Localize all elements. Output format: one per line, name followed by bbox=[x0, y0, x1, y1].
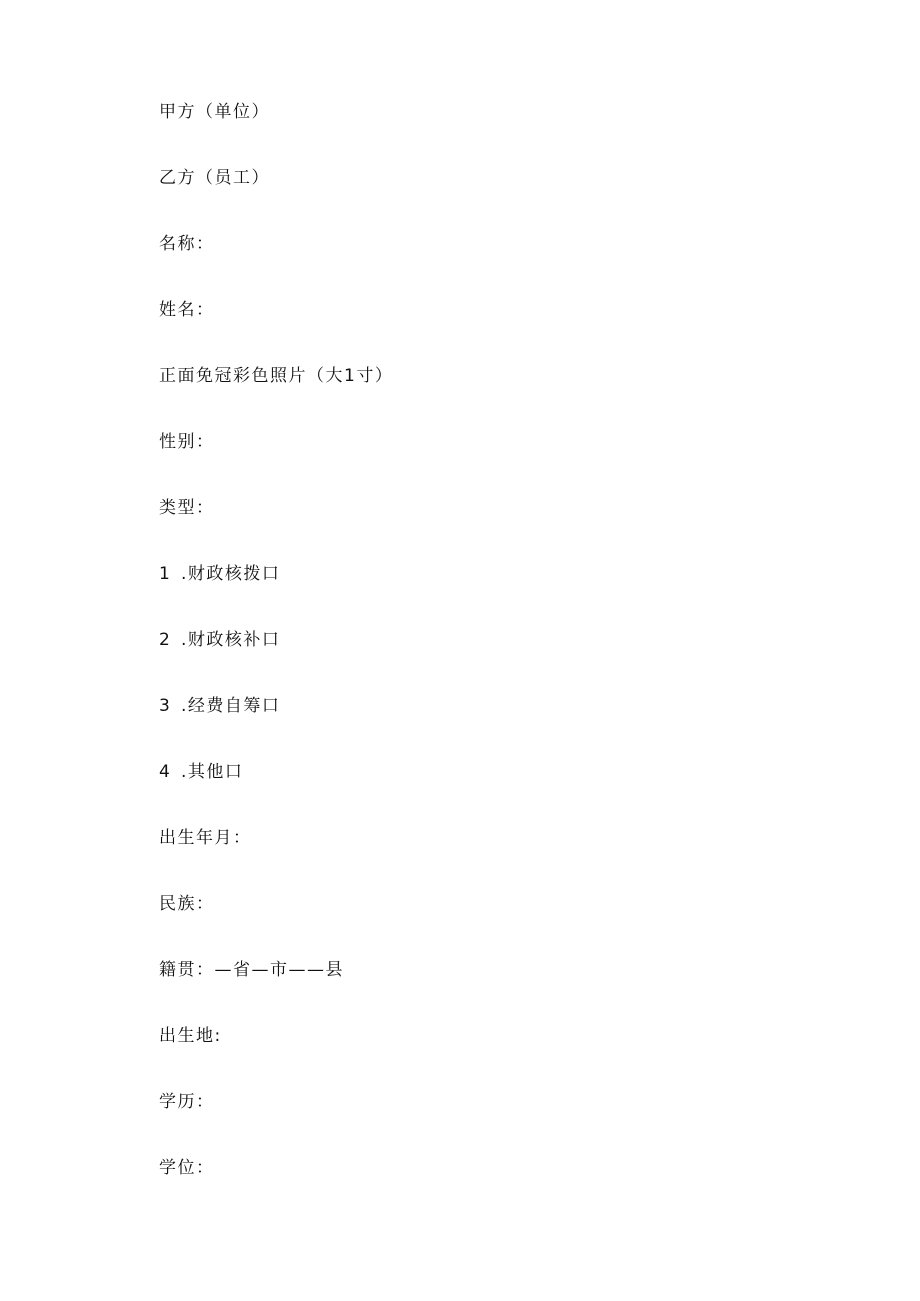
type-option bbox=[159, 760, 243, 784]
type-option-number: 4 bbox=[159, 762, 172, 782]
person-name-label: 姓名： bbox=[159, 300, 215, 320]
type-option-text: .其他口 bbox=[181, 762, 244, 782]
native-place-label: 籍贯：—省—市——县 bbox=[159, 960, 344, 980]
type-label: 类型： bbox=[159, 498, 215, 518]
type-option-number: 3 bbox=[159, 696, 172, 716]
gender-label: 性别： bbox=[159, 432, 215, 452]
type-option-number: 2 bbox=[159, 630, 172, 650]
birthplace-label: 出生地: bbox=[159, 1026, 222, 1046]
type-option-text: .财政核补口 bbox=[181, 630, 281, 650]
type-option-text: .经费自筹口 bbox=[181, 696, 281, 716]
party-b-label: 乙方（员工） bbox=[159, 168, 270, 188]
type-option bbox=[159, 694, 280, 718]
type-option-text: .财政核拨口 bbox=[181, 564, 281, 584]
degree-label: 学位： bbox=[159, 1158, 215, 1178]
type-option bbox=[159, 628, 280, 652]
type-option bbox=[159, 562, 280, 586]
type-option-number: 1 bbox=[159, 564, 172, 584]
birth-date-label: 出生年月： bbox=[159, 828, 252, 848]
unit-name-label: 名称： bbox=[159, 234, 215, 254]
party-a-label: 甲方（单位） bbox=[159, 102, 270, 122]
education-label: 学历： bbox=[159, 1092, 215, 1112]
photo-label: 正面免冠彩色照片（大1寸） bbox=[159, 366, 394, 386]
ethnicity-label: 民族： bbox=[159, 894, 215, 914]
